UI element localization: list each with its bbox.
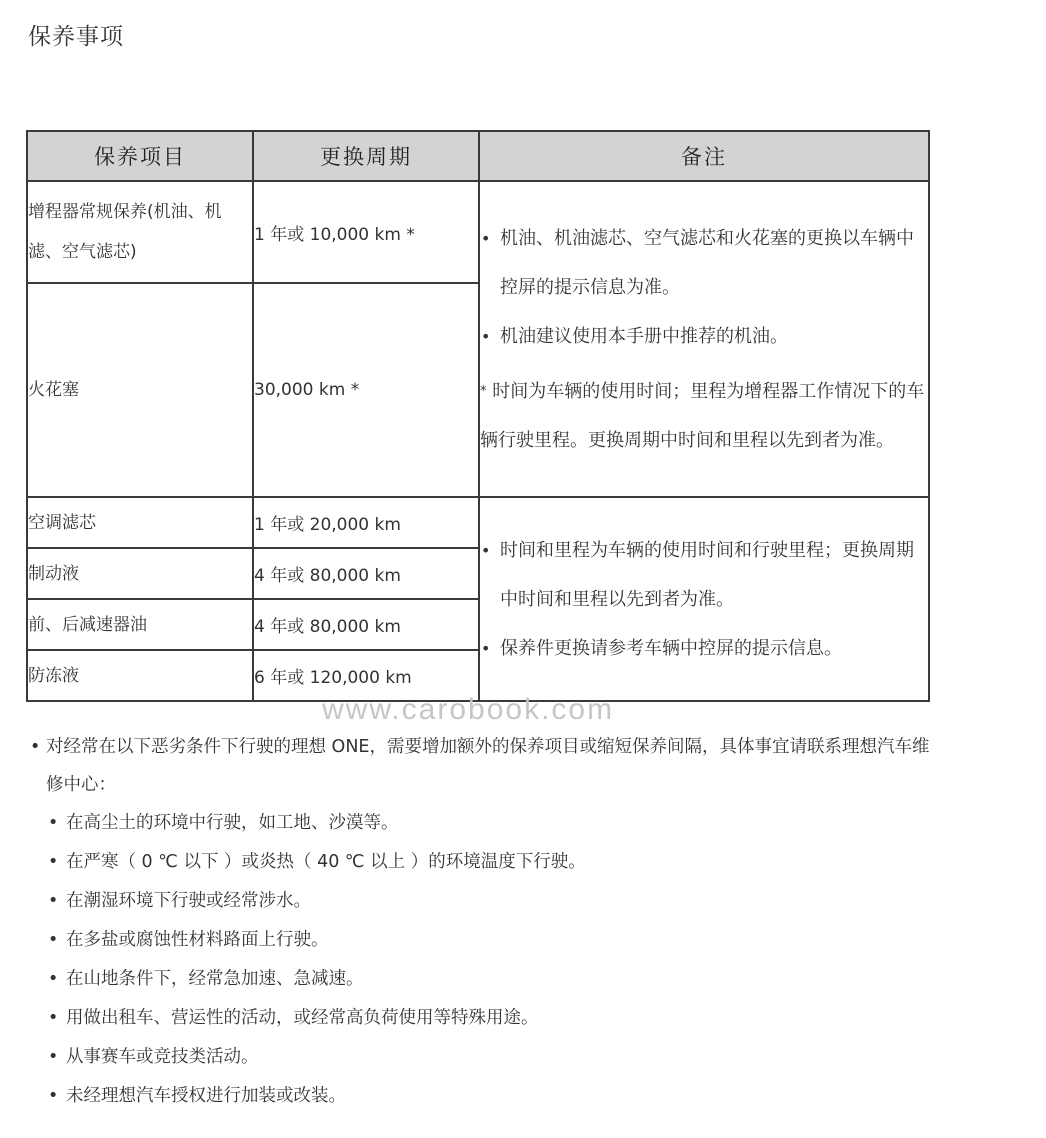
- note-bullet: [480, 214, 928, 312]
- intro-paragraph: [30, 728, 930, 804]
- bullet-icon: •: [48, 930, 59, 950]
- condition-text: 从事赛车或竞技类活动。: [66, 1047, 259, 1067]
- bullet-icon: •: [48, 969, 59, 989]
- condition-text: 未经理想汽车授权进行加装或改装。: [66, 1086, 346, 1106]
- table-row: [27, 181, 929, 283]
- bullet-icon: •: [48, 891, 59, 911]
- list-item: [30, 882, 930, 921]
- bullet-icon: •: [48, 1086, 59, 1106]
- list-item: [30, 804, 930, 843]
- watermark: www.carobook.com: [322, 693, 615, 726]
- header-note: 备注: [479, 131, 929, 181]
- conditions-section: [30, 728, 930, 1116]
- table-header-row: [27, 131, 929, 181]
- list-item: [30, 843, 930, 882]
- list-item: [30, 1038, 930, 1077]
- item-cell: 前、后减速器油: [27, 599, 253, 650]
- bullet-icon: •: [48, 1008, 59, 1028]
- bullet-icon: •: [481, 228, 491, 248]
- note-text: 保养件更换请参考车辆中控屏的提示信息。: [500, 637, 842, 659]
- list-item: [30, 1077, 930, 1116]
- header-item: 保养项目: [27, 131, 253, 181]
- item-cell: 防冻液: [27, 650, 253, 701]
- list-item: [30, 921, 930, 960]
- item-cell: 火花塞: [27, 283, 253, 497]
- bullet-icon: •: [481, 326, 491, 346]
- period-cell: 1 年或 10,000 km *: [253, 181, 479, 283]
- note-cell: [479, 497, 929, 701]
- period-cell: 4 年或 80,000 km: [253, 599, 479, 650]
- period-cell: 30,000 km *: [253, 283, 479, 497]
- note-cell: [479, 181, 929, 497]
- intro-text: 对经常在以下恶劣条件下行驶的理想 ONE，需要增加额外的保养项目或缩短保养间隔，具体事宜请联系理想汽车维修中心：: [46, 737, 930, 795]
- condition-text: 在山地条件下，经常急加速、急减速。: [66, 969, 364, 989]
- period-cell: 6 年或 120,000 km: [253, 650, 479, 701]
- note-text: 机油、机油滤芯、空气滤芯和火花塞的更换以车辆中控屏的提示信息为准。: [500, 227, 914, 298]
- bullet-icon: •: [481, 638, 491, 658]
- note-text: 机油建议使用本手册中推荐的机油。: [500, 325, 788, 347]
- condition-text: 在严寒（ 0 ℃ 以下 ）或炎热（ 40 ℃ 以上 ）的环境温度下行驶。: [66, 852, 586, 872]
- star-icon: *: [480, 383, 487, 399]
- period-cell: 1 年或 20,000 km: [253, 497, 479, 548]
- star-note-text: 时间为车辆的使用时间；里程为增程器工作情况下的车辆行驶里程。更换周期中时间和里程以先到者为准。: [480, 380, 925, 451]
- condition-text: 在潮湿环境下行驶或经常涉水。: [66, 891, 311, 911]
- note-bullet: [480, 312, 928, 361]
- note-text: 时间和里程为车辆的使用时间和行驶里程；更换周期中时间和里程以先到者为准。: [500, 539, 914, 610]
- table-row: [27, 497, 929, 548]
- condition-text: 在多盐或腐蚀性材料路面上行驶。: [66, 930, 329, 950]
- condition-text: 用做出租车、营运性的活动，或经常高负荷使用等特殊用途。: [66, 1008, 539, 1028]
- list-item: [30, 960, 930, 999]
- bullet-icon: •: [481, 540, 491, 560]
- star-note: [480, 367, 928, 465]
- bullet-icon: •: [48, 1047, 59, 1067]
- header-period: 更换周期: [253, 131, 479, 181]
- bullet-icon: •: [30, 737, 41, 757]
- condition-text: 在高尘土的环境中行驶，如工地、沙漠等。: [66, 813, 399, 833]
- item-cell: 增程器常规保养(机油、机滤、空气滤芯): [27, 181, 253, 283]
- page-title: 保养事项: [28, 24, 124, 50]
- list-item: [30, 999, 930, 1038]
- item-cell: 制动液: [27, 548, 253, 599]
- bullet-icon: •: [48, 813, 59, 833]
- bullet-icon: •: [48, 852, 59, 872]
- note-bullet: [480, 624, 928, 673]
- period-cell: 4 年或 80,000 km: [253, 548, 479, 599]
- note-bullet: [480, 526, 928, 624]
- maintenance-table: [26, 130, 930, 702]
- item-cell: 空调滤芯: [27, 497, 253, 548]
